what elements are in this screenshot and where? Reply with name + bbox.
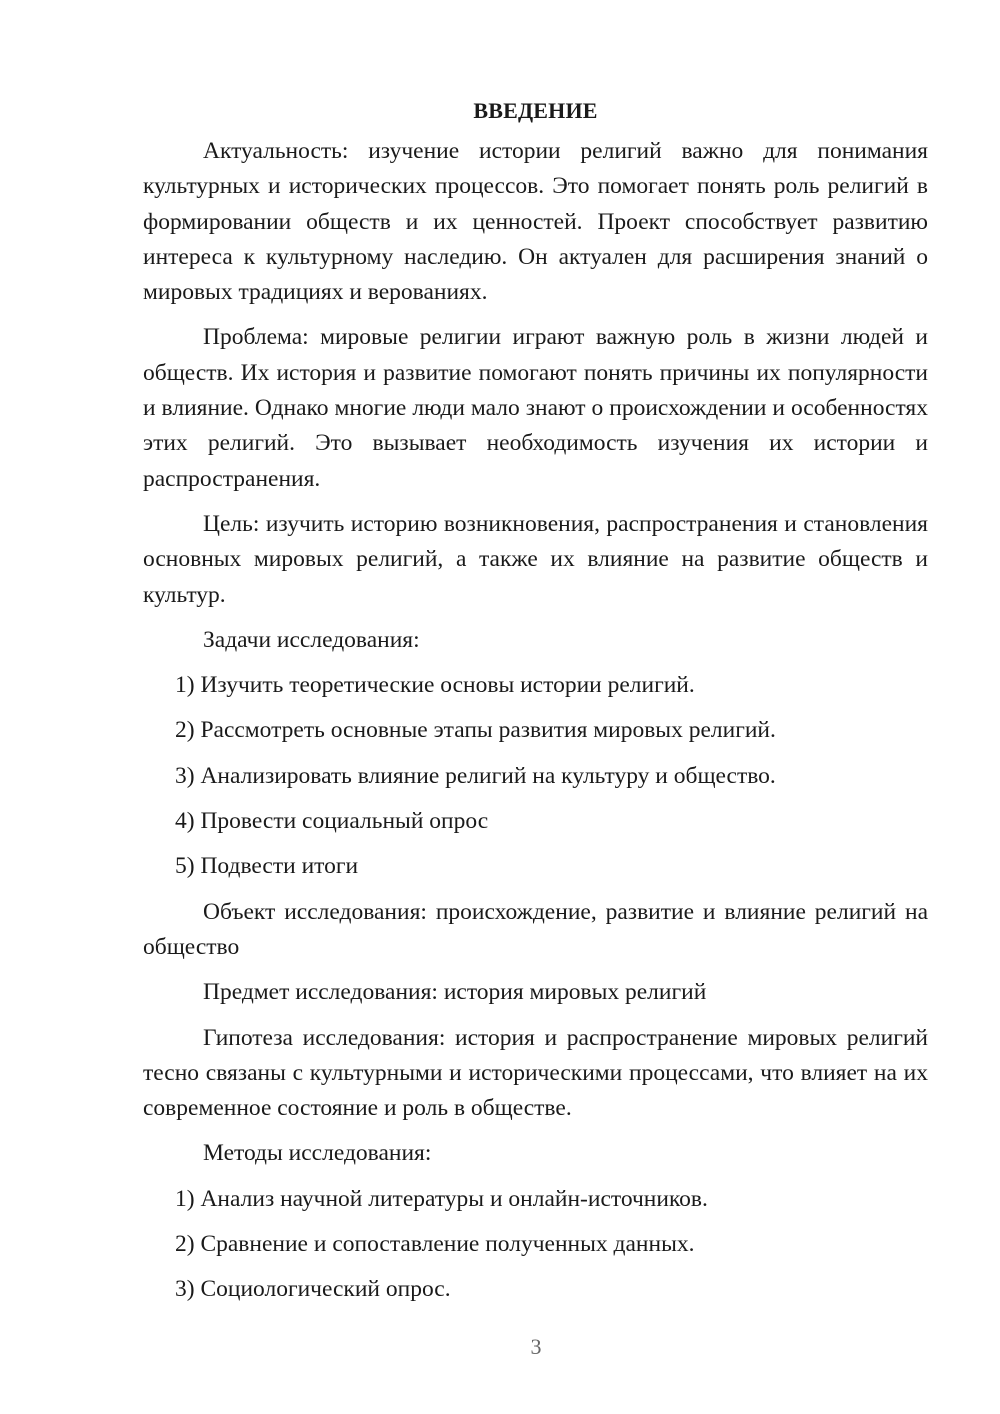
goal-paragraph: Цель: изучить историю возникновения, распространения и становления основных мировых религий, а также их влияние на развитие обществ и культур. bbox=[143, 510, 928, 608]
subject-paragraph: Предмет исследования: история мировых религий bbox=[203, 979, 707, 1006]
method-item-2: 2) Сравнение и сопоставление полученных данных. bbox=[175, 1231, 695, 1258]
document-page bbox=[143, 94, 928, 1318]
problem-paragraph: Проблема: мировые религии играют важную роль в жизни людей и обществ. Их история и развитие помогают понять причины их популярности и влияние. Однако многие люди мало знают о происхождении и особенностях этих религий. Это вызывает необходимость изучения их истории и распространения. bbox=[143, 324, 928, 492]
method-item-1: 1) Анализ научной литературы и онлайн-источников. bbox=[175, 1185, 708, 1212]
task-item-5: 5) Подвести итоги bbox=[175, 853, 359, 880]
page-title: ВВЕДЕНИЕ bbox=[473, 98, 598, 123]
tasks-list bbox=[143, 668, 928, 884]
object-paragraph: Объект исследования: происхождение, развитие и влияние религий на общество bbox=[143, 898, 928, 960]
methods-list bbox=[143, 1182, 928, 1308]
task-item-2: 2) Рассмотреть основные этапы развития мировых религий. bbox=[175, 717, 776, 744]
page-number: 3 bbox=[530, 1334, 542, 1359]
task-item-4: 4) Провести социальный опрос bbox=[175, 808, 489, 835]
hypothesis-paragraph: Гипотеза исследования: история и распространение мировых религий тесно связаны с культурными и историческими процессами, что влияет на их современное состояние и роль в обществе. bbox=[143, 1024, 928, 1122]
tasks-heading: Задачи исследования: bbox=[203, 626, 420, 653]
methods-heading: Методы исследования: bbox=[203, 1140, 432, 1167]
task-item-3: 3) Анализировать влияние религий на культуру и общество. bbox=[175, 762, 776, 789]
task-item-1: 1) Изучить теоретические основы истории религий. bbox=[175, 672, 695, 699]
method-item-3: 3) Социологический опрос. bbox=[175, 1276, 451, 1303]
relevance-paragraph: Актуальность: изучение истории религий важно для понимания культурных и исторических процессов. Это помогает понять роль религий в формировании обществ и их ценностей. Проект способствует развитию интереса к культурному наследию. Он актуален для расширения знаний о мировых традициях и верованиях. bbox=[143, 138, 928, 306]
